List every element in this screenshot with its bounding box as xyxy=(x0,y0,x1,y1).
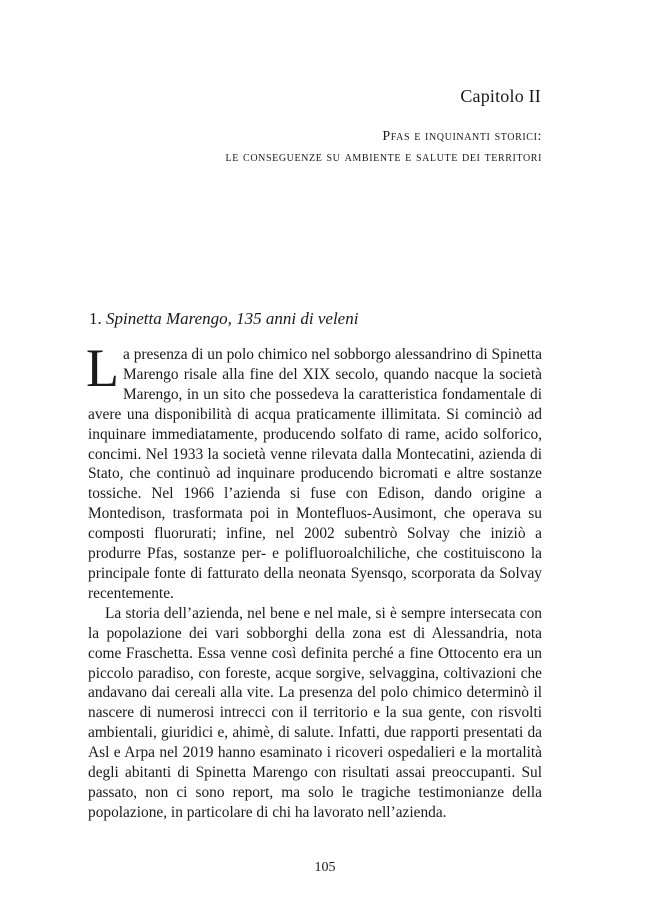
section-number: 1. xyxy=(89,309,102,328)
paragraph xyxy=(86,338,542,604)
body-text xyxy=(86,338,542,823)
chapter-title xyxy=(226,126,542,168)
chapter-label: Capitolo II xyxy=(460,86,541,106)
paragraph-text: a presenza di un polo chimico nel sobborgo alessandrino di Spinetta Marengo risale alla fine del XIX secolo, quando nacque la società Marengo, in un sito che possedeva la caratteristica fondamentale di avere una disponibilità di acqua praticamente illimitata. Si cominciò ad inquinare immediatamente, producendo solfato di rame, acido solforico, concimi. Nel 1933 la società venne rilevata dalla Montecatini, azienda di Stato, che continuò ad inquinare producendo bicromati e altre sostanze tossiche. Nel 1966 l’azienda si fuse con Edison, dando origine a Montedison, trasformata poi in Montefluos-Ausimont, che operava su composti fluorurati; infine, nel 2002 subentrò Solvay che iniziò a produrre Pfas, sostanze per- e polifluoroalchiliche, che costituiscono la principale fonte di fatturato della neonata Syensqo, scorporata da Solvay recentemente. xyxy=(88,346,542,602)
chapter-title-line: le conseguenze su ambiente e salute dei territori xyxy=(225,150,542,165)
section-title: Spinetta Marengo, 135 anni di veleni xyxy=(106,309,359,328)
paragraph: La storia dell’azienda, nel bene e nel male, si è sempre intersecata con la popolazione dei vari sobborghi della zona est di Alessandria, nota come Fraschetta. Essa venne così definita perché a fine Ottocento era un piccolo paradiso, con foreste, acque sorgive, selvaggina, coltivazioni che andavano dai cereali alla vite. La presenza del polo chimico determinò il nascere di numerosi intrecci con il territorio e la sua gente, con risvolti ambientali, giuridici e, ahimè, di salute. Infatti, due rapporti presentati da Asl e Arpa nel 2019 hanno esaminato i ricoveri ospedalieri e la mortalità degli abitanti di Spinetta Marengo con risultati assai preoccupanti. Sul passato, non ci sono report, ma solo le tragiche testimonianze della popolazione, in particolare di chi ha lavorato nell’azienda. xyxy=(88,604,542,821)
drop-cap: L xyxy=(86,338,119,398)
page-number: 105 xyxy=(314,860,336,875)
chapter-title-line: Pfas e inquinanti storici: xyxy=(382,129,542,144)
section-heading xyxy=(89,309,358,329)
